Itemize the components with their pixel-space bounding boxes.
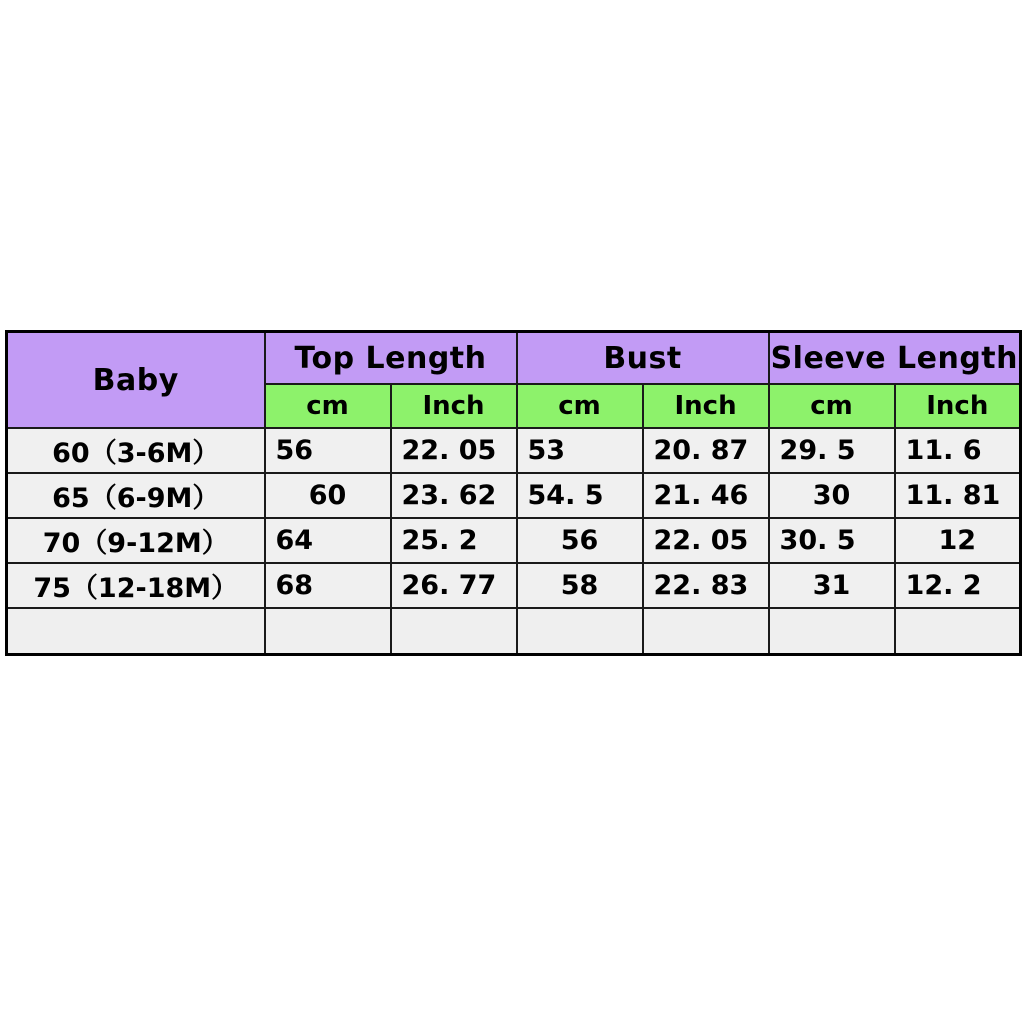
cell-empty <box>265 608 391 655</box>
size-chart-container <box>5 330 1019 656</box>
unit-header-top-length-inch: Inch <box>391 384 517 428</box>
table-row <box>7 428 1021 473</box>
unit-header-sleeve-inch: Inch <box>895 384 1021 428</box>
cell-sleeve-cm: 31 <box>769 563 895 608</box>
table-row <box>7 473 1021 518</box>
table-row-empty <box>7 608 1021 655</box>
cell-top-length-cm: 60 <box>265 473 391 518</box>
cell-bust-inch: 22. 05 <box>643 518 769 563</box>
unit-header-bust-inch: Inch <box>643 384 769 428</box>
unit-header-sleeve-cm: cm <box>769 384 895 428</box>
cell-bust-inch: 20. 87 <box>643 428 769 473</box>
cell-top-length-cm: 64 <box>265 518 391 563</box>
cell-empty <box>643 608 769 655</box>
cell-size: 70（9-12M） <box>7 518 265 563</box>
cell-bust-cm: 53 <box>517 428 643 473</box>
cell-sleeve-inch: 11. 81 <box>895 473 1021 518</box>
cell-empty <box>7 608 265 655</box>
cell-empty <box>895 608 1021 655</box>
cell-sleeve-cm: 30 <box>769 473 895 518</box>
column-header-bust: Bust <box>517 332 769 385</box>
cell-sleeve-inch: 12 <box>895 518 1021 563</box>
cell-sleeve-cm: 30. 5 <box>769 518 895 563</box>
cell-bust-inch: 22. 83 <box>643 563 769 608</box>
column-header-top-length: Top Length <box>265 332 517 385</box>
column-header-baby: Baby <box>7 332 265 429</box>
cell-size: 75（12-18M） <box>7 563 265 608</box>
cell-bust-cm: 54. 5 <box>517 473 643 518</box>
size-chart-table <box>5 330 1022 656</box>
cell-top-length-inch: 22. 05 <box>391 428 517 473</box>
cell-sleeve-inch: 11. 6 <box>895 428 1021 473</box>
cell-empty <box>517 608 643 655</box>
table-group-header-row <box>7 332 1021 385</box>
cell-top-length-cm: 68 <box>265 563 391 608</box>
unit-header-top-length-cm: cm <box>265 384 391 428</box>
cell-empty <box>391 608 517 655</box>
cell-bust-cm: 56 <box>517 518 643 563</box>
cell-top-length-inch: 23. 62 <box>391 473 517 518</box>
cell-bust-inch: 21. 46 <box>643 473 769 518</box>
cell-sleeve-cm: 29. 5 <box>769 428 895 473</box>
cell-top-length-inch: 25. 2 <box>391 518 517 563</box>
column-header-sleeve-length: Sleeve Length <box>769 332 1021 385</box>
unit-header-bust-cm: cm <box>517 384 643 428</box>
cell-sleeve-inch: 12. 2 <box>895 563 1021 608</box>
cell-empty <box>769 608 895 655</box>
cell-size: 60（3-6M） <box>7 428 265 473</box>
cell-top-length-cm: 56 <box>265 428 391 473</box>
table-row <box>7 563 1021 608</box>
cell-size: 65（6-9M） <box>7 473 265 518</box>
table-row <box>7 518 1021 563</box>
cell-bust-cm: 58 <box>517 563 643 608</box>
cell-top-length-inch: 26. 77 <box>391 563 517 608</box>
